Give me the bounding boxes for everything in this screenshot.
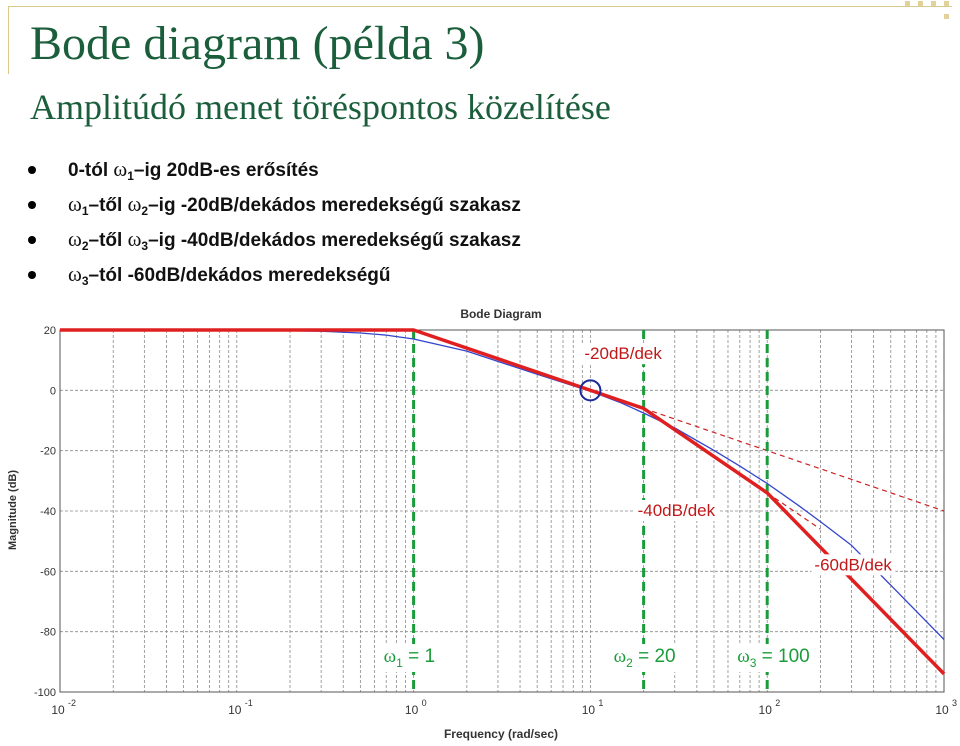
asymptotic-magnitude-line [60, 330, 944, 674]
slope-annotation: -40dB/dek [637, 501, 716, 520]
bullet-text: –től [88, 230, 128, 251]
omega-symbol: ω [113, 157, 128, 181]
omega-symbol: ω [68, 192, 82, 216]
y-tick-label: 20 [43, 325, 56, 337]
bullet-dot-icon [28, 271, 36, 279]
y-tick-label: -40 [40, 506, 56, 518]
omega-subscript: 3 [141, 239, 149, 253]
slope-annotation: -20dB/dek [584, 344, 662, 364]
decorative-square [905, 1, 910, 6]
x-tick-label: 10 [581, 703, 596, 717]
omega-subscript: 3 [81, 274, 89, 288]
decorative-square [918, 1, 923, 6]
y-axis [34, 325, 56, 699]
x-tick-exponent: -2 [68, 698, 77, 708]
decorative-square [944, 1, 949, 6]
break-frequency-label: $\omega_1 = 1$ [383, 646, 436, 670]
bode-chart [0, 300, 960, 746]
omega-subscript: 2 [141, 204, 149, 218]
bullet-text: –ig -40dB/dekádos meredekségű szakasz [148, 230, 521, 251]
x-tick-exponent: 2 [775, 698, 781, 708]
x-tick-label: 10 [935, 703, 949, 717]
slide-subtitle: Amplitúdó menet töréspontos közelítése [30, 87, 611, 127]
omega-symbol: ω [127, 227, 142, 251]
annotations [380, 343, 896, 672]
x-tick-exponent: 0 [421, 698, 427, 708]
x-tick-label: 10 [758, 703, 772, 717]
asymptote-extension-line [644, 408, 944, 511]
bullet-dot-icon [28, 236, 36, 244]
decorative-square [931, 1, 936, 6]
omega-symbol: ω [127, 192, 142, 216]
bullet-text: 0-tól [68, 160, 114, 181]
decorative-left-line [8, 6, 9, 74]
y-tick-label: 0 [49, 385, 56, 398]
y-axis-label: Magnitude (dB) [7, 469, 19, 551]
x-axis-label: Frequency (rad/sec) [443, 727, 559, 741]
x-tick-exponent: 1 [598, 698, 604, 708]
omega-symbol: ω [68, 227, 82, 251]
y-tick-label: -60 [40, 566, 56, 579]
omega-subscript: 1 [127, 169, 134, 183]
x-tick-label: 10 [404, 703, 419, 717]
bullet-text: –ig -20dB/dekádos meredekségű szakasz [148, 195, 521, 216]
bullet-dot-icon [28, 201, 36, 209]
y-tick-label: -100 [33, 687, 56, 699]
x-tick-label: 10 [228, 703, 242, 717]
x-tick-exponent: 3 [952, 698, 958, 708]
bullet-text: –ig 20dB-es erősítés [133, 160, 319, 181]
y-tick-label: -80 [40, 626, 56, 639]
decorative-top-line [8, 6, 952, 7]
break-frequency-label: $\omega_2 = 20$ [613, 646, 676, 670]
slope-annotation: -60dB/dek [814, 555, 892, 575]
grid [60, 330, 944, 692]
decorative-square [944, 14, 949, 19]
omega-subscript: 1 [81, 204, 89, 218]
x-axis [51, 698, 957, 717]
bullet-text: –től [88, 195, 128, 216]
x-tick-exponent: -1 [244, 698, 253, 708]
omega-symbol: ω [68, 262, 82, 286]
bullet-text: –tól -60dB/dekádos meredekségű [88, 265, 391, 286]
chart-title: Bode Diagram [460, 307, 542, 321]
exact-magnitude-line [60, 330, 944, 640]
omega-subscript: 2 [81, 239, 89, 253]
break-frequency-label: $\omega_3 = 100$ [737, 646, 810, 670]
slide-title: Bode diagram (példa 3) [30, 17, 485, 70]
bullet-dot-icon [28, 166, 36, 174]
y-tick-label: -20 [40, 445, 56, 458]
x-tick-label: 10 [51, 703, 65, 717]
